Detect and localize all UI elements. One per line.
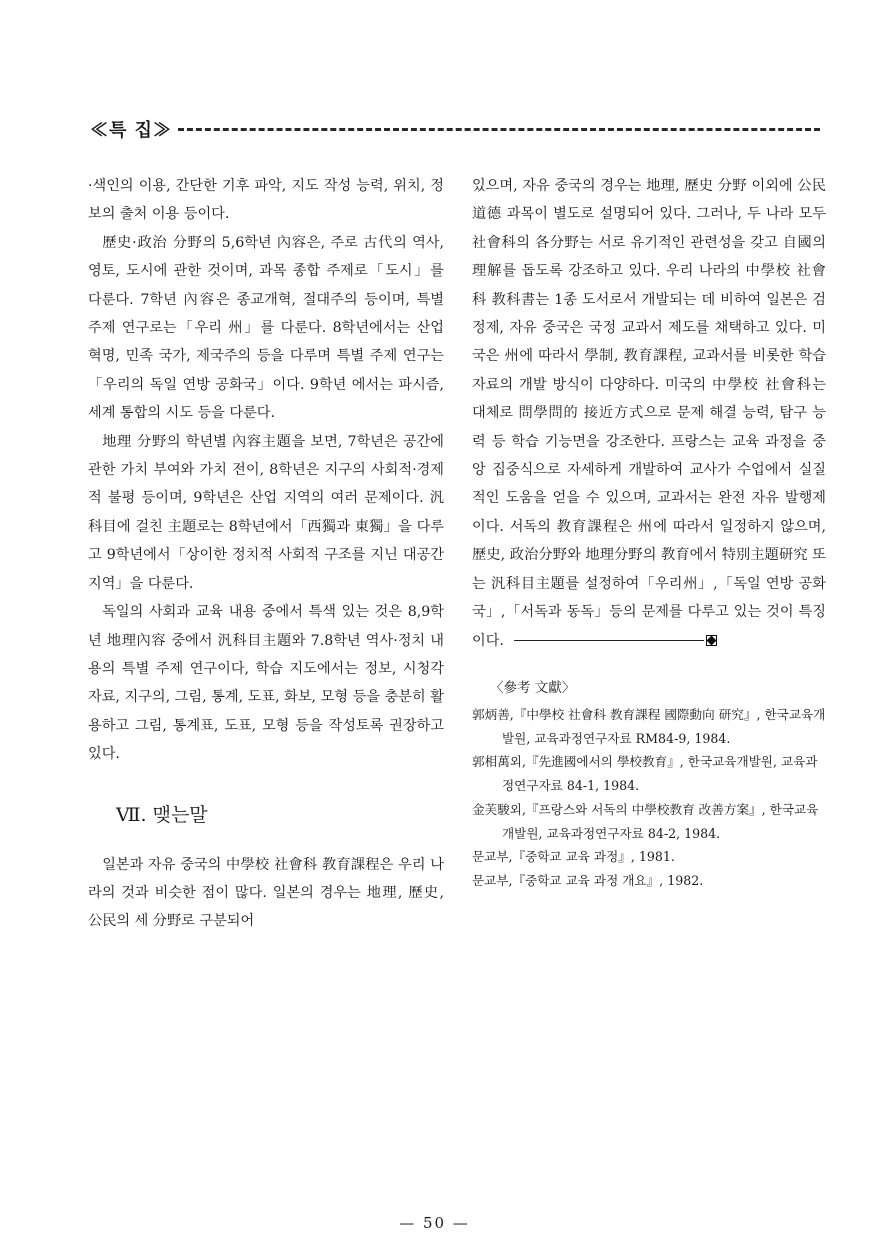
- reference-item: 문교부,『중학교 교육 과정 개요』, 1982.: [472, 873, 704, 889]
- end-rule: [514, 640, 704, 641]
- right-column: [472, 172, 826, 893]
- paragraph-left-4: 독일의 사회과 교육 내용 중에서 특색 있는 것은 8,9학년 地理內容 중에서 汎科目主題와 7.8학년 역사·정치 내용의 특별 주제 연구이다, 학습 지도에서는 정보, 시청각 자료, 지구의, 그림, 통계, 도표, 화보, 모형 등을 충분히 활용하고 그림, 통계표, 도표, 모형 등을 작성토록 권장하고 있다.: [88, 604, 444, 763]
- reference-item: 金芙駿외,『프랑스와 서독의 中學校教育 改善方案』, 한국교육개발원, 교육과정연구자료 84-2, 1984.: [472, 801, 819, 841]
- reference-item: 郭炳善,『中學校 社會科 教育課程 國際動向 研究』, 한국교육개발원, 교육과정연구자료 RM84-9, 1984.: [472, 706, 826, 746]
- paragraph-right-1: [472, 172, 826, 655]
- page-number: — 50 —: [399, 1214, 470, 1232]
- section-label: ≪특 집≫: [90, 120, 173, 141]
- end-mark: [508, 635, 717, 646]
- references-title: 〈參考 文獻〉: [490, 679, 576, 696]
- paragraph-left-1: ·색인의 이용, 간단한 기후 파악, 지도 작성 능력, 위치, 정보의 출처 이용 등이다.: [88, 178, 444, 223]
- paragraph-left-3: 地理 分野의 학년별 內容主題을 보면, 7학년은 공간에 관한 가치 부여와 가치 전이, 8학년은 지구의 사회적·경제적 불평 등이며, 9학년은 산업 지역의 여러 문제이다. 汎科目에 걸친 主題로는 8학년에서「西獨과 東獨」을 다루고 9학년에서「상이한 정치적 사회적 구조를 지닌 대공간 지역」을 다룬다.: [88, 433, 444, 592]
- reference-item: 문교부,『중학교 교육 과정』, 1981.: [472, 849, 675, 865]
- diamond-icon: [706, 635, 717, 646]
- section-header: [90, 116, 820, 142]
- section-title: Ⅶ. 맺는말: [116, 803, 208, 826]
- paragraph-conclusion: 일본과 자유 중국의 中學校 社會科 教育課程은 우리 나라의 것과 비슷한 점이 많다. 일본의 경우는 地理, 歷史, 公民의 세 分野로 구분되어: [88, 856, 444, 930]
- left-column: [88, 172, 444, 936]
- references: [472, 677, 826, 893]
- reference-item: 郭相萬외,『先進國에서의 學校教育』, 한국교육개발원, 교육과정연구자료 84-1, 1984.: [472, 754, 818, 794]
- header-dashed-rule: [178, 128, 820, 131]
- paragraph-left-2: 歷史·政治 分野의 5,6학년 內容은, 주로 古代의 역사, 영토, 도시에 관한 것이며, 과목 종합 주제로「도시」를 다룬다. 7학년 內容은 종교개혁, 절대주의 등이며, 특별 주제 연구로는「우리 州」를 다룬다. 8학년에서는 산업 혁명, 민족 국가, 제국주의 등을 다루며 특별 주제 연구는「우리의 독일 연방 공화국」이다. 9학년 에서는 파시즘, 세계 통합의 시도 등을 다룬다.: [88, 234, 444, 422]
- paragraph-right-1-text: 있으며, 자유 중국의 경우는 地理, 歷史 分野 이외에 公民道德 과목이 별도로 설명되어 있다. 그러나, 두 나라 모두 社會科의 各分野는 서로 유기적인 관련성을 갖고 自國의 理解를 돕도록 강조하고 있다. 우리 나라의 中學校 社會科 教科書는 1종 도서로서 개발되는 데 비하여 일본은 검정제, 자유 중국은 국정 교과서 제도를 채택하고 있다. 미국은 州에 따라서 學制, 教育課程, 교과서를 비롯한 학습 자료의 개발 방식이 다양하다. 미국의 中學校 社會科는 대체로 問學問的 接近方式으로 문제 해결 능력, 탐구 능력 등 학습 기능면을 강조한다. 프랑스는 교육 과정을 중앙 집중식으로 자세하게 개발하여 교사가 수업에서 실질적인 도움을 얻을 수 있으며, 교과서는 완전 자유 발행제이다. 서독의 教育課程은 州에 따라서 일정하지 않으며, 歷史, 政治分野와 地理分野의 教育에서 特別主題研究 또는 汎科目主題를 설정하여「우리州」,「독일 연방 공화국」,「서독과 동독」등의 문제를 다루고 있는 것이 특징이다.: [472, 178, 826, 649]
